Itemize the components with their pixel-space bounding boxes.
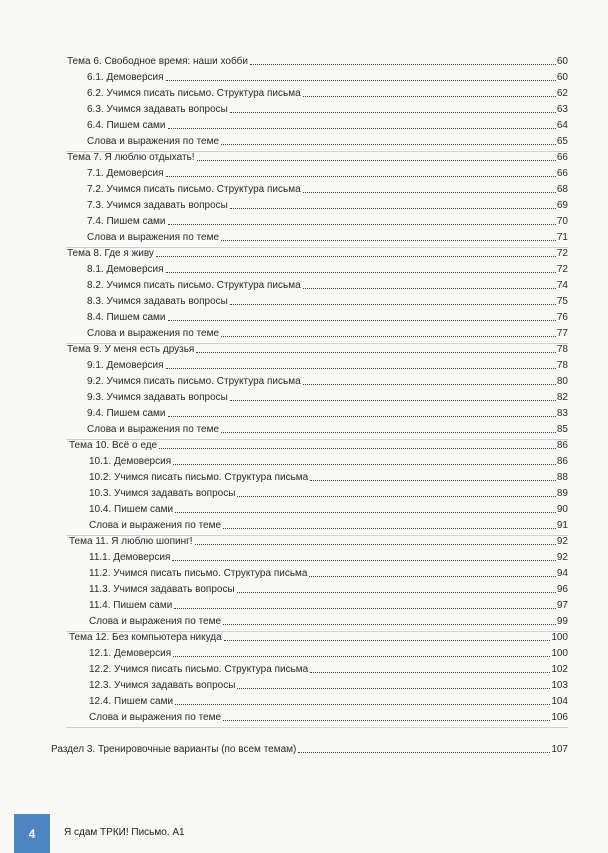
toc-theme-entry-label: Тема 6. Свободное время: наши хобби [67, 56, 248, 67]
toc-subentry[interactable] [87, 280, 568, 292]
dot-leader [223, 720, 550, 721]
toc-subentry-label: 9.3. Учимся задавать вопросы [87, 392, 228, 403]
toc-subentry[interactable] [87, 360, 568, 372]
toc-subentry[interactable] [89, 696, 568, 708]
toc-subentry-label: 9.4. Пишем сами [87, 408, 166, 419]
section-divider [66, 727, 568, 728]
toc-subentry-page-number: 74 [556, 280, 568, 291]
toc-subentry-page-number: 65 [556, 136, 568, 147]
dot-leader [166, 272, 556, 273]
toc-subentry[interactable] [87, 376, 568, 388]
toc-subentry-page-number: 66 [556, 168, 568, 179]
dot-leader [175, 512, 556, 513]
toc-subentry-label: 11.1. Демоверсия [89, 552, 171, 563]
toc-subentry-page-number: 71 [556, 232, 568, 243]
toc-subentry[interactable] [89, 456, 568, 468]
toc-subentry-page-number: 86 [556, 456, 568, 467]
dot-leader [223, 624, 556, 625]
toc-subentry[interactable] [87, 200, 568, 212]
dot-leader [303, 288, 556, 289]
toc-theme-entry-label: Тема 10. Всё о еде [69, 440, 158, 451]
toc-subentry-label: 8.3. Учимся задавать вопросы [87, 296, 228, 307]
toc-subentry[interactable] [89, 552, 568, 564]
dot-leader [174, 608, 556, 609]
toc-subentry[interactable] [87, 72, 568, 84]
toc-subentry-page-number: 88 [556, 472, 568, 483]
toc-subentry-label: 6.1. Демоверсия [87, 72, 164, 83]
toc-subentry-label: Слова и выражения по теме [89, 520, 222, 531]
dot-leader [166, 80, 556, 81]
toc-subentry[interactable] [87, 232, 568, 244]
toc-subentry-page-number: 90 [556, 504, 568, 515]
toc-theme-entry-page-number: 72 [556, 248, 568, 259]
toc-subentry[interactable] [87, 408, 568, 420]
dot-leader [156, 256, 556, 257]
toc-theme-entry-page-number: 100 [551, 632, 568, 643]
toc-subentry[interactable] [89, 488, 568, 500]
toc-theme-entry-page-number: 86 [556, 440, 568, 451]
toc-subentry-label: 10.3. Учимся задавать вопросы [89, 488, 236, 499]
toc-theme-entry-page-number: 78 [556, 344, 568, 355]
toc-subentry-label: 7.3. Учимся задавать вопросы [87, 200, 228, 211]
toc-subentry-page-number: 99 [556, 616, 568, 627]
toc-subentry[interactable] [89, 600, 568, 612]
page-number-badge [14, 814, 50, 853]
toc-subentry-page-number: 97 [556, 600, 568, 611]
toc-subentry-page-number: 76 [556, 312, 568, 323]
dot-leader [310, 672, 550, 673]
toc-theme-entry-label: Тема 7. Я люблю отдыхать! [67, 152, 195, 163]
toc-subentry[interactable] [89, 568, 568, 580]
dot-leader [173, 656, 550, 657]
dot-leader [221, 144, 556, 145]
toc-subentry-page-number: 70 [556, 216, 568, 227]
toc-subentry[interactable] [87, 136, 568, 148]
toc-subentry[interactable] [87, 264, 568, 276]
toc-theme-entry[interactable] [69, 440, 568, 452]
toc-subentry-label: 8.2. Учимся писать письмо. Структура письма [87, 280, 301, 291]
toc-subentry-label: 6.2. Учимся писать письмо. Структура письма [87, 88, 301, 99]
toc-subentry-page-number: 63 [556, 104, 568, 115]
toc-subentry[interactable] [89, 712, 568, 724]
toc-subentry-label: 12.2. Учимся писать письмо. Структура письма [89, 664, 309, 675]
dot-leader [230, 400, 556, 401]
toc-subentry[interactable] [89, 584, 568, 596]
dot-leader [168, 224, 556, 225]
toc-subentry-page-number: 83 [556, 408, 568, 419]
toc-subentry-label: 12.4. Пишем сами [89, 696, 174, 707]
toc-subentry-label: 11.4. Пишем сами [89, 600, 173, 611]
toc-subentry-label: Слова и выражения по теме [87, 232, 220, 243]
toc-section-entry[interactable] [51, 744, 568, 756]
toc-subentry-label: 7.2. Учимся писать письмо. Структура письма [87, 184, 301, 195]
toc-subentry-label: Слова и выражения по теме [87, 136, 220, 147]
toc-subentry-page-number: 78 [556, 360, 568, 371]
dot-leader [224, 640, 551, 641]
toc-subentry-page-number: 60 [556, 72, 568, 83]
toc-subentry-page-number: 62 [556, 88, 568, 99]
toc-subentry-page-number: 68 [556, 184, 568, 195]
toc-subentry-page-number: 92 [556, 552, 568, 563]
toc-subentry[interactable] [89, 616, 568, 628]
toc-theme-entry-label: Тема 11. Я люблю шопинг! [69, 536, 193, 547]
toc-subentry-page-number: 80 [556, 376, 568, 387]
toc-subentry[interactable] [87, 216, 568, 228]
dot-leader [298, 752, 550, 753]
toc-subentry-page-number: 72 [556, 264, 568, 275]
toc-section-entry-label: Раздел 3. Тренировочные варианты (по всем темам) [51, 744, 297, 755]
toc-subentry-label: 10.2. Учимся писать письмо. Структура письма [89, 472, 309, 483]
toc-subentry[interactable] [89, 680, 568, 692]
toc-subentry-label: 11.3. Учимся задавать вопросы [89, 584, 235, 595]
toc-theme-entry[interactable] [67, 248, 568, 260]
dot-leader [230, 112, 556, 113]
toc-subentry[interactable] [89, 520, 568, 532]
toc-subentry-page-number: 77 [556, 328, 568, 339]
toc-subentry-label: Слова и выражения по теме [87, 424, 220, 435]
dot-leader [221, 336, 556, 337]
toc-subentry[interactable] [87, 424, 568, 436]
dot-leader [166, 368, 556, 369]
dot-leader [223, 528, 556, 529]
toc-subentry-page-number: 82 [556, 392, 568, 403]
toc-subentry-page-number: 94 [556, 568, 568, 579]
toc-subentry-label: 10.4. Пишем сами [89, 504, 174, 515]
toc-theme-entry[interactable] [67, 344, 568, 356]
dot-leader [230, 208, 556, 209]
toc-subentry[interactable] [87, 392, 568, 404]
dot-leader [237, 496, 555, 497]
toc-theme-entry[interactable] [67, 56, 568, 68]
toc-theme-entry-label: Тема 9. У меня есть друзья [67, 344, 195, 355]
dot-leader [173, 464, 556, 465]
toc-subentry-page-number: 91 [556, 520, 568, 531]
dot-leader [172, 560, 556, 561]
toc-subentry-page-number: 64 [556, 120, 568, 131]
toc-theme-entry[interactable] [67, 152, 568, 164]
toc-theme-entry[interactable] [69, 536, 568, 548]
toc-subentry-label: 8.4. Пишем сами [87, 312, 166, 323]
dot-leader [168, 128, 556, 129]
toc-subentry[interactable] [87, 104, 568, 116]
toc-subentry-page-number: 69 [556, 200, 568, 211]
toc-subentry-label: 6.3. Учимся задавать вопросы [87, 104, 228, 115]
toc-theme-entry-label: Тема 12. Без компьютера никуда [69, 632, 222, 643]
toc-subentry[interactable] [87, 296, 568, 308]
dot-leader [221, 240, 556, 241]
toc-section-entry-page-number: 107 [551, 744, 568, 755]
dot-leader [221, 432, 556, 433]
dot-leader [237, 592, 556, 593]
toc-subentry-label: 9.1. Демоверсия [87, 360, 164, 371]
toc-subentry-label: 11.2. Учимся писать письмо. Структура письма [89, 568, 308, 579]
toc-subentry-label: 7.4. Пишем сами [87, 216, 166, 227]
toc-subentry-page-number: 96 [556, 584, 568, 595]
toc-subentry-label: Слова и выражения по теме [87, 328, 220, 339]
toc-subentry[interactable] [89, 472, 568, 484]
dot-leader [195, 544, 556, 545]
dot-leader [303, 96, 556, 97]
toc-subentry-page-number: 75 [556, 296, 568, 307]
dot-leader [303, 192, 556, 193]
toc-subentry-page-number: 102 [551, 664, 568, 675]
toc-subentry-label: 7.1. Демоверсия [87, 168, 164, 179]
dot-leader [197, 160, 556, 161]
dot-leader [168, 416, 556, 417]
toc-theme-entry-page-number: 66 [556, 152, 568, 163]
toc-subentry-label: 6.4. Пишем сами [87, 120, 166, 131]
toc-subentry-page-number: 89 [556, 488, 568, 499]
toc-subentry-label: 10.1. Демоверсия [89, 456, 172, 467]
toc-subentry-label: 8.1. Демоверсия [87, 264, 164, 275]
page-number: 4 [28, 826, 36, 841]
toc-subentry[interactable] [87, 88, 568, 100]
dot-leader [230, 304, 556, 305]
dot-leader [175, 704, 550, 705]
toc-subentry-label: Слова и выражения по теме [89, 616, 222, 627]
toc-subentry[interactable] [87, 120, 568, 132]
dot-leader [250, 64, 556, 65]
toc-subentry[interactable] [87, 312, 568, 324]
dot-leader [309, 576, 555, 577]
toc-subentry-page-number: 100 [551, 648, 568, 659]
toc-subentry[interactable] [87, 168, 568, 180]
dot-leader [166, 176, 556, 177]
running-footer-title: Я сдам ТРКИ! Письмо. А1 [64, 827, 185, 838]
toc-theme-entry-page-number: 60 [556, 56, 568, 67]
dot-leader [237, 688, 550, 689]
toc-subentry[interactable] [89, 648, 568, 660]
toc-subentry-label: 12.3. Учимся задавать вопросы [89, 680, 236, 691]
dot-leader [159, 448, 556, 449]
toc-subentry-page-number: 106 [551, 712, 568, 723]
dot-leader [303, 384, 556, 385]
toc-subentry[interactable] [87, 328, 568, 340]
dot-leader [196, 352, 556, 353]
dot-leader [310, 480, 556, 481]
toc-theme-entry[interactable] [69, 632, 568, 644]
dot-leader [168, 320, 556, 321]
toc-subentry[interactable] [87, 184, 568, 196]
toc-subentry-page-number: 104 [551, 696, 568, 707]
toc-subentry-label: 12.1. Демоверсия [89, 648, 172, 659]
toc-theme-entry-label: Тема 8. Где я живу [67, 248, 154, 259]
toc-subentry-label: 9.2. Учимся писать письмо. Структура письма [87, 376, 301, 387]
toc-subentry-label: Слова и выражения по теме [89, 712, 222, 723]
toc-subentry-page-number: 85 [556, 424, 568, 435]
toc-theme-entry-page-number: 92 [556, 536, 568, 547]
toc-subentry-page-number: 103 [551, 680, 568, 691]
toc-subentry[interactable] [89, 504, 568, 516]
toc-subentry[interactable] [89, 664, 568, 676]
